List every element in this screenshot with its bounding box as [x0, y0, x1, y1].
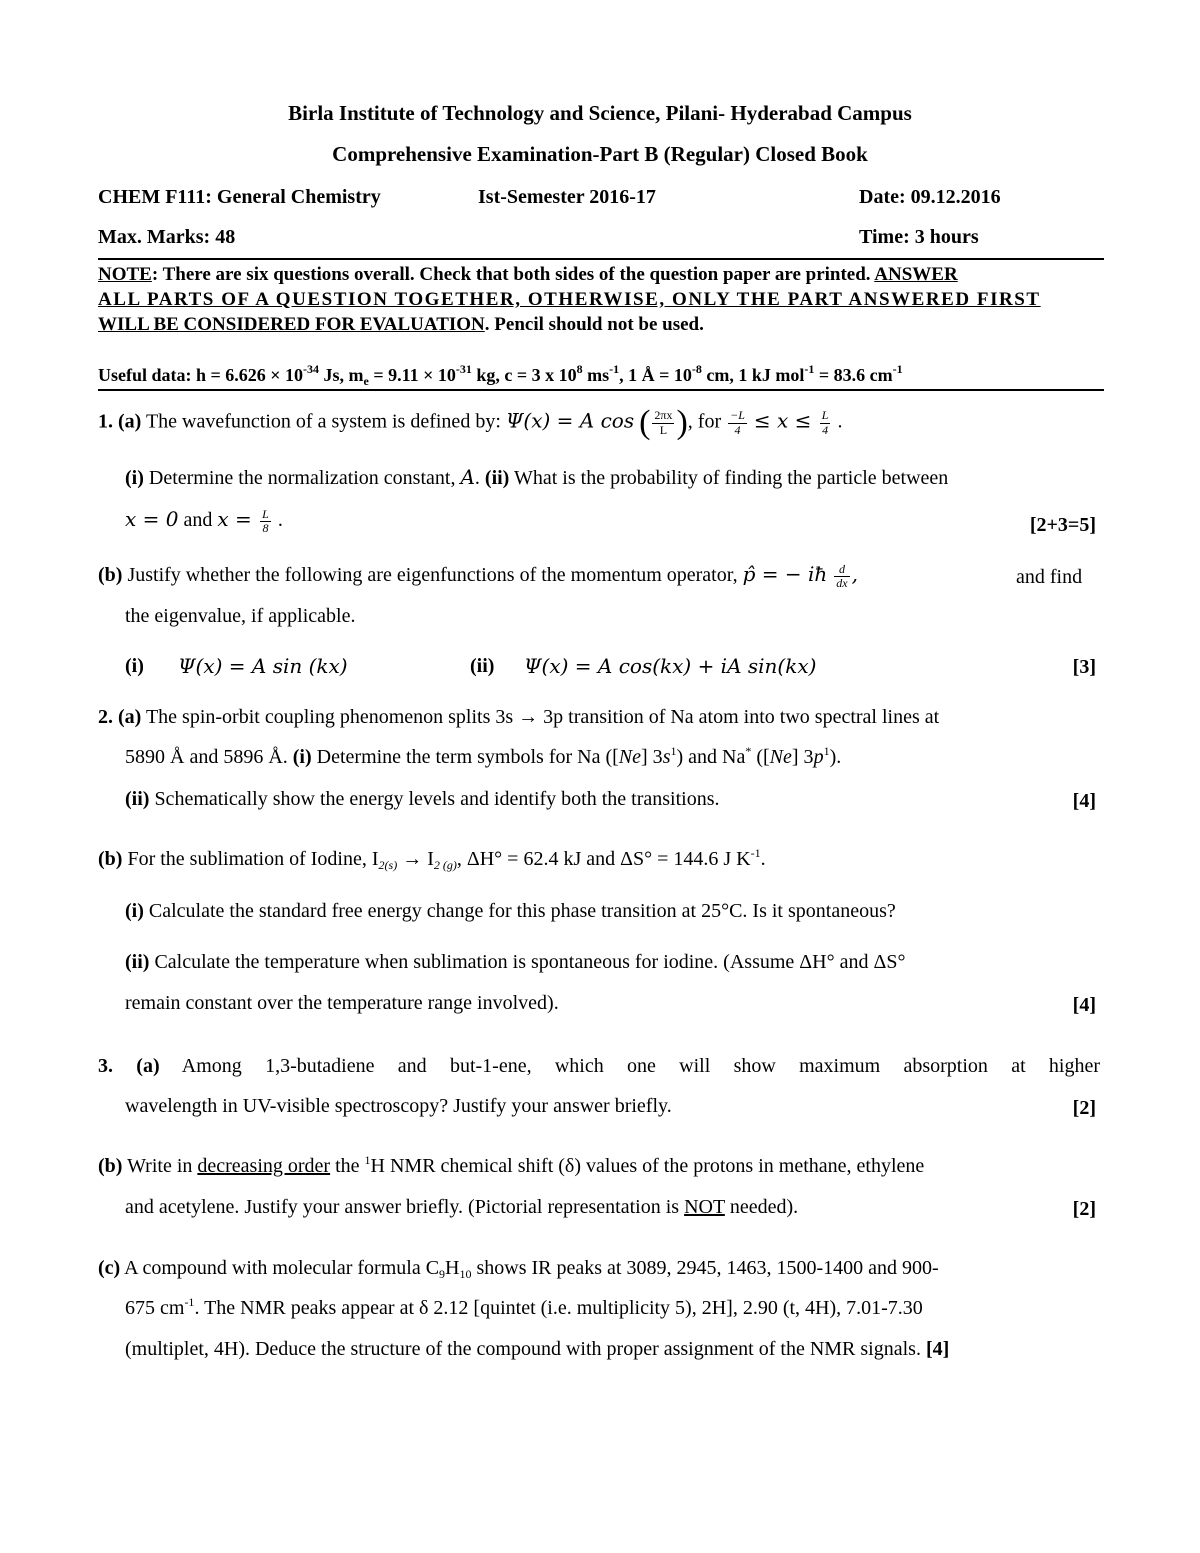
q3-b-decreasing-order: decreasing order: [197, 1155, 331, 1177]
q1-L8-den: 8: [262, 520, 269, 535]
course-code: CHEM F111: General Chemistry: [98, 186, 381, 208]
q2-close: ).: [829, 746, 842, 768]
q1-ii-label: (ii): [484, 467, 510, 489]
q1-op-num: d: [834, 563, 849, 577]
q2-cfg1: ] 3: [641, 746, 663, 768]
ud-c-unit-exp: -1: [609, 362, 620, 376]
useful-data-label: Useful data:: [98, 365, 192, 385]
useful-data: [98, 362, 903, 388]
q1-A: A: [460, 465, 475, 489]
ud-me-exp: -31: [455, 362, 472, 376]
ud-h-exp: -34: [303, 362, 320, 376]
q3-a-marks: [2]: [1072, 1097, 1096, 1119]
q2-i2s-sub: 2(s): [378, 858, 398, 872]
q2-b-text: For the sublimation of Iodine, I: [122, 848, 379, 870]
note-line3-text: . Pencil should not be used.: [484, 314, 704, 335]
q2-i2g-sub: 2 (g): [433, 858, 457, 872]
q3-a-label: (a): [136, 1055, 160, 1077]
q1-b-ii-eq: Ψ(x) = A cos(kx) + iA sin(kx): [524, 654, 817, 678]
q3-b-line: [98, 1154, 924, 1178]
q3-c-sub2: 10: [459, 1267, 472, 1281]
q2-b-end: .: [760, 848, 766, 870]
q2-na-star: ) and Na: [676, 746, 746, 768]
q3-b-text1: Write in: [122, 1155, 198, 1177]
q3-a-text: Among 1,3-butadiene and but-1-ene, which one will show maximum absorption at higher: [159, 1055, 1101, 1077]
note-line3-ul: WILL BE CONSIDERED FOR EVALUATION: [98, 314, 485, 335]
ud-c-unit: ms: [582, 365, 610, 385]
q3-c-line3-text: (multiplet, 4H). Deduce the structure of the compound with proper assignment of the NMR signals.: [125, 1338, 921, 1360]
q1-frac-num: 2πx: [654, 408, 673, 423]
q1-frac-den: L: [659, 422, 668, 437]
exam-title: Comprehensive Examination-Part B (Regular) Closed Book: [332, 142, 868, 166]
q3-number: 3.: [98, 1055, 113, 1077]
note-answer: ANSWER: [874, 264, 958, 285]
q1-operator: p̂ = − iħ: [742, 562, 828, 586]
q2-s-exp: 1: [670, 744, 677, 758]
ud-me: = 9.11 × 10: [368, 365, 456, 385]
q1-b-text: Justify whether the following are eigenfunctions of the momentum operator,: [122, 564, 743, 586]
q1-lparen: (: [639, 404, 651, 441]
q1-frac: [652, 409, 674, 436]
q3-c-label: (c): [98, 1257, 121, 1279]
q2-b-marks: [4]: [1072, 994, 1096, 1016]
q2-b-ii-line2: remain constant over the temperature range involved).: [125, 992, 559, 1014]
q1-i-text: Determine the normalization constant,: [143, 467, 461, 489]
q3-c-line: [98, 1256, 939, 1280]
q2-i-label: (i): [292, 746, 312, 768]
note-line-3: [98, 314, 704, 337]
q1-a-label: (a): [118, 410, 142, 433]
q3-c-sub1: 9: [439, 1267, 446, 1281]
q2-p: p: [813, 746, 824, 768]
q2-ne2: Ne: [769, 746, 792, 768]
ud-me-sub: e: [363, 374, 369, 388]
q1-lim2-num: L: [821, 408, 829, 423]
q1-b-i-label: (i): [125, 655, 144, 677]
q2-b-label: (b): [98, 848, 123, 870]
exam-date: Date: 09.12.2016: [859, 186, 1001, 208]
q2-arrow: → I: [397, 848, 434, 870]
q1-op-den: dx: [836, 575, 848, 590]
q1-rparen: ): [676, 404, 688, 441]
q1-psi: Ψ(x) = A cos: [505, 408, 635, 433]
ud-h-unit: Js, m: [319, 365, 364, 385]
q3-a-line: [98, 1054, 1100, 1078]
q1-b-tail: and find: [1016, 566, 1083, 588]
q2-a-label: (a): [118, 706, 142, 728]
ud-kj-exp: -1: [804, 362, 815, 376]
q1-b-label: (b): [98, 564, 123, 586]
q2-b-i-line: [125, 899, 896, 923]
q1-lim1-den: 4: [734, 422, 741, 437]
q2-b-line: [98, 847, 766, 871]
q2-p-exp: 1: [823, 744, 830, 758]
max-marks: Max. Marks: 48: [98, 226, 236, 248]
q2-a-line: [98, 705, 939, 729]
q1-xL8: x =: [217, 507, 259, 531]
ud-cm-exp: -1: [892, 362, 903, 376]
q1-i-end: .: [474, 467, 480, 489]
note-label: NOTE: [98, 264, 152, 285]
q1-number: 1.: [98, 410, 113, 433]
q1-b-ii-label: (ii): [470, 655, 495, 677]
q1-ii-text: What is the probability of finding the particle between: [509, 467, 949, 489]
q1-leq: ≤ x ≤: [753, 408, 818, 433]
semester: Ist-Semester 2016-17: [478, 186, 656, 208]
q3-b-not: NOT: [684, 1196, 725, 1218]
q3-c-line3: [125, 1337, 949, 1361]
q1-x0: x = 0: [125, 507, 179, 531]
q1-lim1-num: −L: [730, 408, 745, 423]
header-divider-top: [98, 258, 1104, 260]
q1-i-label: (i): [125, 467, 144, 489]
ud-angstrom-unit: cm, 1 kJ mol: [701, 365, 805, 385]
q2-bii-label: (ii): [125, 951, 150, 973]
q2-bii-text: Calculate the temperature when sublimation is spontaneous for iodine. (Assume ΔH° and ΔS°: [149, 951, 906, 973]
q2-ii-text: Schematically show the energy levels and identify both the transitions.: [149, 788, 720, 810]
q1-b-line2: the eigenvalue, if applicable.: [125, 605, 356, 627]
q2-a-marks: [4]: [1072, 790, 1096, 812]
ud-angstrom-exp: -8: [691, 362, 702, 376]
q2-bi-text: Calculate the standard free energy change for this phase transition at 25°C. Is it spontaneous?: [143, 900, 896, 922]
q1-a-marks: [2+3=5]: [1029, 514, 1096, 536]
q2-bi-label: (i): [125, 900, 144, 922]
q2-star: *: [745, 744, 752, 758]
q2-b-exp: -1: [750, 846, 761, 860]
q3-c-line2-exp: -1: [184, 1295, 195, 1309]
q2-a-line2: [125, 745, 841, 769]
q1-end: .: [832, 410, 843, 433]
q1-a-line: [98, 406, 842, 440]
q3-c-line2-post: . The NMR peaks appear at δ 2.12 [quintet (i.e. multiplicity 5), 2H], 2.90 (t, 4H), 7.01-7.30: [194, 1297, 923, 1319]
q2-s: s: [662, 746, 671, 768]
q1-and: and: [178, 509, 218, 531]
ud-angstrom: , 1 Å = 10: [619, 365, 692, 385]
q1-for: , for: [687, 410, 727, 433]
q2-cfg2b: ] 3: [791, 746, 814, 768]
exam-time: Time: 3 hours: [859, 226, 979, 248]
ud-h: h = 6.626 × 10: [196, 365, 304, 385]
q2-ne1: Ne: [618, 746, 642, 768]
q3-c-line2: [125, 1296, 923, 1320]
q3-a-line2: wavelength in UV-visible spectroscopy? Justify your answer briefly.: [125, 1095, 672, 1117]
q1-a-i-line: [125, 465, 948, 490]
q1-lim1: [728, 409, 747, 436]
q1-period: .: [272, 509, 283, 531]
q1-lim2: [820, 409, 831, 436]
q2-cfg2: ([: [751, 746, 770, 768]
q1-b-marks: [3]: [1072, 656, 1096, 678]
q2-number: 2.: [98, 706, 113, 728]
q3-b-line2-post: needed).: [724, 1196, 799, 1218]
header-divider-bottom: [98, 389, 1104, 391]
q1-L8-num: L: [262, 506, 269, 521]
q3-c-line2-pre: 675 cm: [125, 1297, 185, 1319]
ud-me-unit: kg, c = 3 x 10: [471, 365, 577, 385]
q3-c-text2: shows IR peaks at 3089, 2945, 1463, 1500-1400 and 900-: [471, 1257, 939, 1279]
q3-b-text3: H NMR chemical shift (δ) values of the protons in methane, ethylene: [370, 1155, 925, 1177]
q3-b-exp: 1: [364, 1153, 371, 1167]
q2-wavelengths: 5890 Å and 5896 Å.: [125, 746, 293, 768]
q1-op-end: ,: [851, 562, 858, 586]
note-line-2: ALL PARTS OF A QUESTION TOGETHER, OTHERWISE, ONLY THE PART ANSWERED FIRST: [98, 289, 1041, 310]
q1-lim2-den: 4: [822, 422, 829, 437]
q2-b-rest: , ΔH° = 62.4 kJ and ΔS° = 144.6 J K: [456, 848, 751, 870]
q3-b-line2-pre: and acetylene. Justify your answer briefly. (Pictorial representation is: [125, 1196, 685, 1218]
note-line-1: [98, 264, 958, 287]
ud-kj: = 83.6 cm: [814, 365, 893, 385]
q2-a-ii-line: [125, 787, 720, 811]
q2-b-ii-line: [125, 950, 905, 974]
ud-c-exp: 8: [576, 362, 583, 376]
q3-c-text1: A compound with molecular formula C: [120, 1257, 440, 1279]
q3-b-text2: the: [330, 1155, 365, 1177]
q1-a-text: The wavefunction of a system is defined by:: [141, 410, 506, 433]
q1-b-line: [98, 562, 858, 590]
institute-title: Birla Institute of Technology and Science, Pilani- Hyderabad Campus: [288, 101, 912, 125]
q3-c-h: H: [445, 1257, 460, 1279]
q1-a-ii-line: [125, 507, 283, 535]
q3-b-line2: [125, 1195, 798, 1219]
q2-ii-label: (ii): [125, 788, 150, 810]
q3-c-marks: [4]: [925, 1338, 950, 1360]
q1-op-frac: [834, 563, 849, 590]
q1-L8: [260, 508, 271, 535]
q1-b-i-eq: Ψ(x) = A sin (kx): [178, 654, 348, 678]
q2-a-text: The spin-orbit coupling phenomenon splits 3s → 3p transition of Na atom into two spectral lines at: [141, 706, 940, 728]
q2-i-text: Determine the term symbols for Na ([: [311, 746, 619, 768]
q3-b-marks: [2]: [1072, 1198, 1096, 1220]
note-line1-text: : There are six questions overall. Check that both sides of the question paper are printed.: [151, 264, 871, 285]
q3-b-label: (b): [98, 1155, 123, 1177]
